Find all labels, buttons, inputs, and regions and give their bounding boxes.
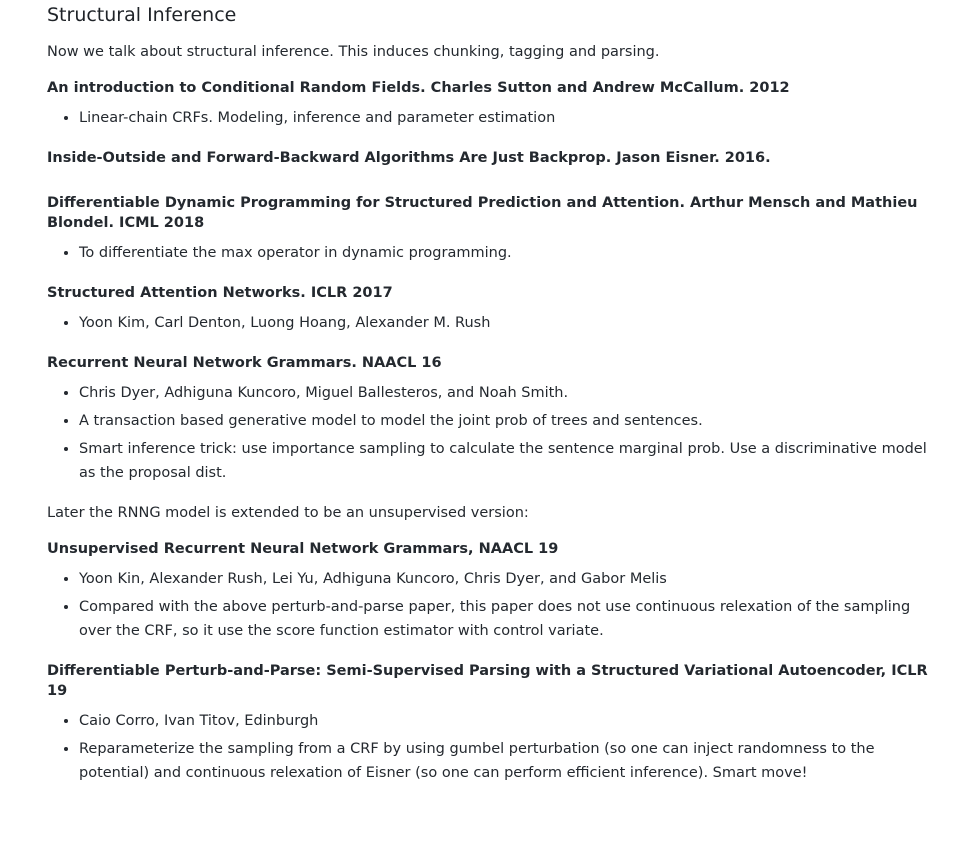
paper-title: Structured Attention Networks. ICLR 2017: [47, 285, 393, 301]
list-item: • Reparameterize the sampling from a CRF by using gumbel perturbation (so one can inject randomness to the potential) and continuous relexation of Eisner (so one can perform efficient inference). Smart move!: [79, 737, 936, 785]
transition-paragraph: Later the RNNG model is extended to be an unsupervised version:: [47, 505, 529, 521]
list-item: • Linear-chain CRFs. Modeling, inference and parameter estimation: [79, 106, 936, 130]
list-item: • Chris Dyer, Adhiguna Kuncoro, Miguel Ballesteros, and Noah Smith.: [79, 381, 936, 405]
paper-title: Inside-Outside and Forward-Backward Algorithms Are Just Backprop. Jason Eisner. 2016.: [47, 150, 771, 166]
list-item: • Yoon Kin, Alexander Rush, Lei Yu, Adhiguna Kuncoro, Chris Dyer, and Gabor Melis: [79, 567, 936, 591]
list-item: • Compared with the above perturb-and-parse paper, this paper does not use continuous relexation of the sampling over the CRF, so it use the score function estimator with control variate.: [79, 595, 936, 643]
intro-paragraph: Now we talk about structural inference. This induces chunking, tagging and parsing.: [47, 44, 660, 60]
bullet-list: [47, 567, 936, 643]
bullet-list: [47, 241, 936, 265]
list-item: • A transaction based generative model to model the joint prob of trees and sentences.: [79, 409, 936, 433]
paper-title: Unsupervised Recurrent Neural Network Grammars, NAACL 19: [47, 541, 559, 557]
list-item: • Yoon Kim, Carl Denton, Luong Hoang, Alexander M. Rush: [79, 311, 936, 335]
bullet-list: [47, 709, 936, 785]
list-item: • Smart inference trick: use importance sampling to calculate the sentence marginal prob. Use a discriminative model as the proposal dist.: [79, 437, 936, 485]
paper-title: Differentiable Dynamic Programming for Structured Prediction and Attention. Arthur Mensch and Mathieu Blondel. ICML 2018: [47, 195, 918, 231]
paper-title: An introduction to Conditional Random Fields. Charles Sutton and Andrew McCallum. 2012: [47, 80, 790, 96]
page-heading: Structural Inference: [47, 4, 237, 26]
bullet-list: [47, 106, 936, 130]
bullet-list: [47, 381, 936, 485]
list-item: • To differentiate the max operator in dynamic programming.: [79, 241, 936, 265]
bullet-list: [47, 311, 936, 335]
list-item: • Caio Corro, Ivan Titov, Edinburgh: [79, 709, 936, 733]
paper-title: Recurrent Neural Network Grammars. NAACL 16: [47, 355, 442, 371]
paper-title: Differentiable Perturb-and-Parse: Semi-Supervised Parsing with a Structured Variational Autoencoder, ICLR 19: [47, 663, 928, 699]
